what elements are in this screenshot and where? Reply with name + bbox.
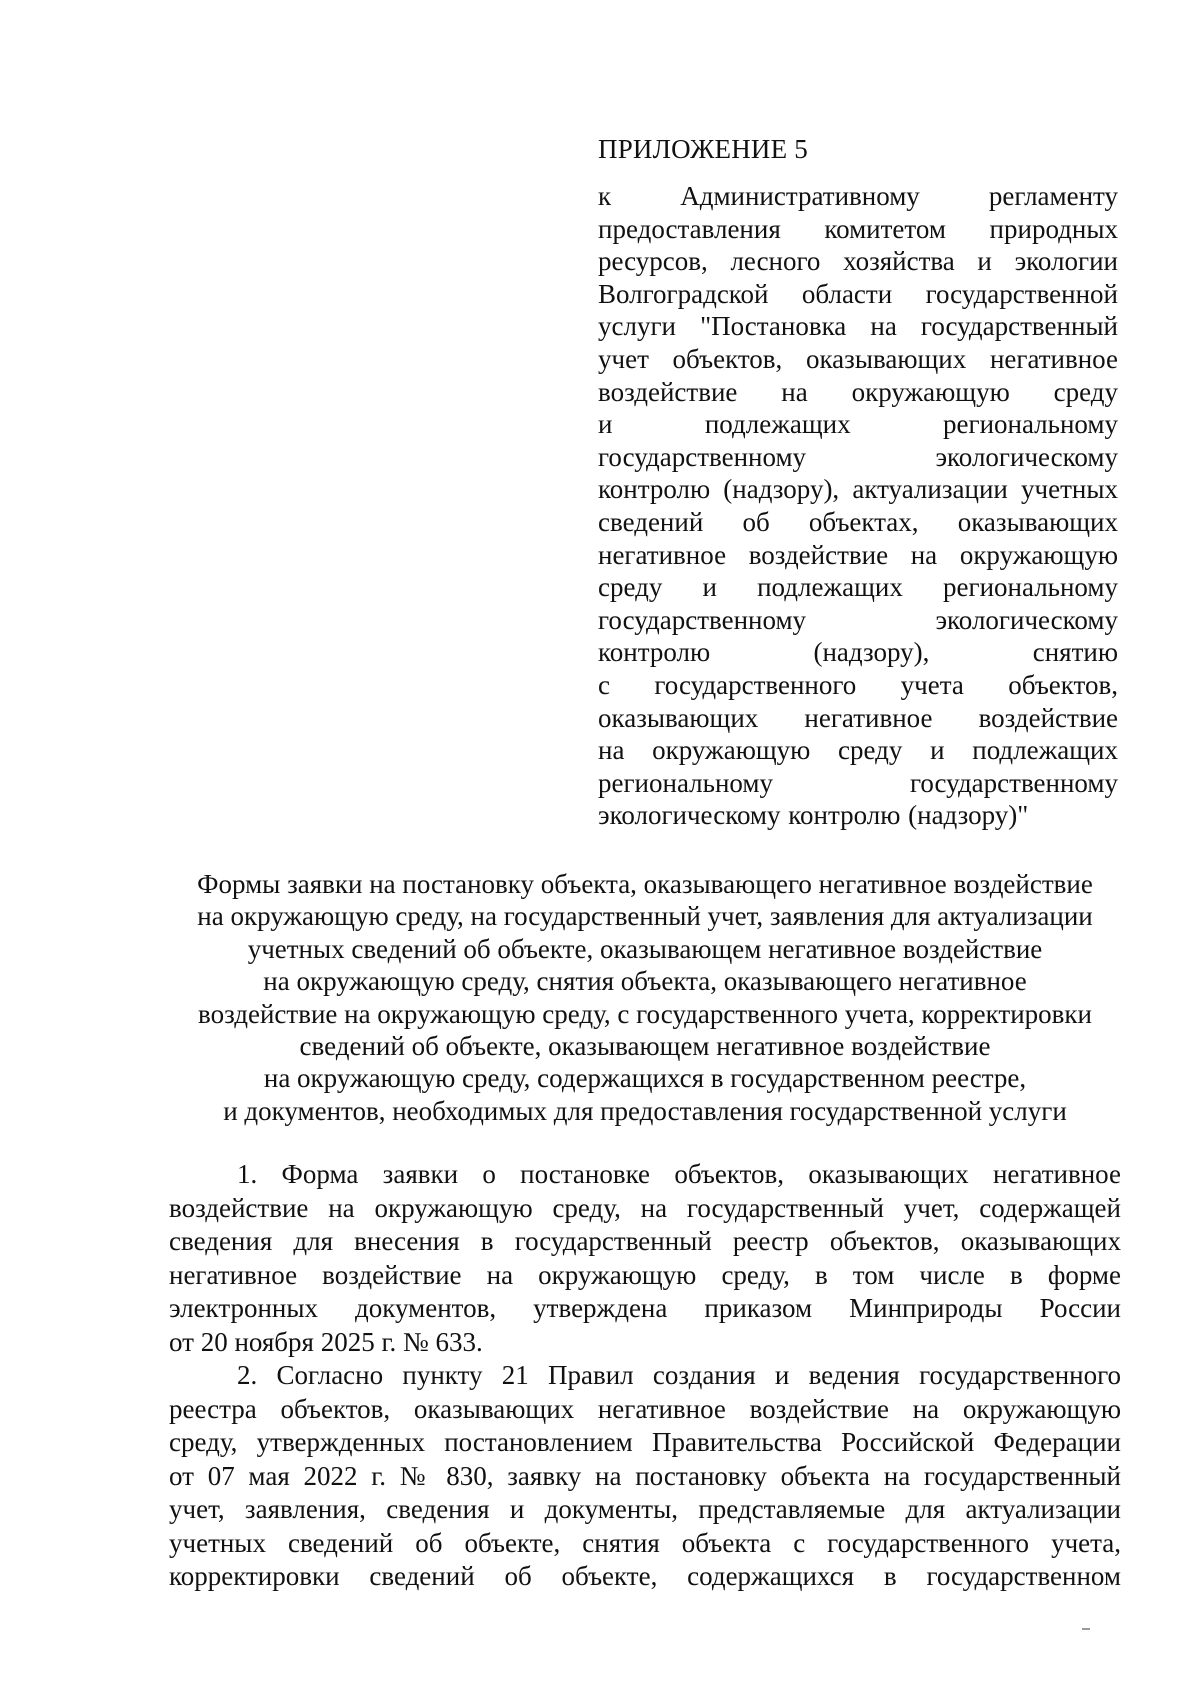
appendix-line: среду и подлежащих региональному [598, 572, 1118, 603]
scan-speck [1082, 1628, 1090, 1630]
body-line: среду, утвержденных постановлением Правительства Российской Федерации [169, 1427, 1121, 1457]
appendix-header [598, 132, 1118, 832]
body-line: от 20 ноября 2025 г. № 633. [169, 1326, 483, 1357]
title-line: воздействие на окружающую среду, с государственного учета, корректировки [198, 998, 1092, 1029]
appendix-line: предоставления комитетом природных [598, 213, 1118, 244]
appendix-title: ПРИЛОЖЕНИЕ 5 [598, 134, 808, 164]
body-line: воздействие на окружающую среду, на государственный учет, содержащей [169, 1192, 1121, 1223]
paragraph-2 [169, 1359, 1121, 1594]
document-body [169, 1158, 1121, 1594]
appendix-line: к Административному регламенту [598, 181, 1118, 211]
paragraph-1 [169, 1158, 1121, 1359]
title-line: Формы заявки на постановку объекта, оказывающего негативное воздействие [197, 869, 1093, 899]
appendix-line: на окружающую среду и подлежащих [598, 735, 1118, 766]
appendix-line: с государственного учета объектов, [598, 669, 1118, 700]
body-line: корректировки сведений об объекте, содержащихся в государственном [169, 1561, 1121, 1591]
appendix-line: и подлежащих региональному [598, 409, 1118, 440]
appendix-line: государственному экологическому [598, 604, 1118, 635]
title-line: и документов, необходимых для предоставления государственной услуги [223, 1095, 1067, 1126]
appendix-line: контролю (надзору), актуализации учетных [598, 474, 1118, 505]
body-line: 2. Согласно пункту 21 Правил создания и ведения государственного [237, 1360, 1121, 1390]
appendix-line: ресурсов, лесного хозяйства и экологии [598, 246, 1118, 277]
title-line: на окружающую среду, снятия объекта, оказывающего негативное [263, 966, 1027, 997]
appendix-line: оказывающих негативное воздействие [598, 702, 1118, 733]
appendix-line: услуги "Постановка на государственный [598, 311, 1118, 342]
body-line: негативное воздействие на окружающую среду, в том числе в форме [169, 1259, 1121, 1290]
body-line: учетных сведений об объекте, снятия объекта с государственного учета, [169, 1527, 1121, 1558]
appendix-line: воздействие на окружающую среду [598, 376, 1118, 407]
appendix-line: региональному государственному [598, 767, 1118, 798]
body-line: электронных документов, утверждена приказом Минприроды России [169, 1293, 1121, 1323]
body-line: реестра объектов, оказывающих негативное воздействие на окружающую [169, 1393, 1121, 1424]
appendix-line: негативное воздействие на окружающую [598, 539, 1118, 570]
appendix-line: государственному экологическому [598, 441, 1118, 472]
body-line: от 07 мая 2022 г. № 830, заявку на постановку объекта на государственный [169, 1460, 1121, 1491]
title-line: на окружающую среду, на государственный учет, заявления для актуализации [197, 901, 1093, 932]
appendix-line: учет объектов, оказывающих негативное [598, 343, 1118, 374]
document-title [165, 868, 1125, 1127]
body-line: сведения для внесения в государственный реестр объектов, оказывающих [169, 1226, 1121, 1256]
appendix-line: сведений об объектах, оказывающих [598, 506, 1118, 537]
title-line: сведений об объекте, оказывающем негативное воздействие [299, 1031, 991, 1062]
body-line: 1. Форма заявки о постановке объектов, оказывающих негативное [237, 1159, 1121, 1189]
body-line: учет, заявления, сведения и документы, представляемые для актуализации [169, 1494, 1121, 1524]
title-line: учетных сведений об объекте, оказывающем негативное воздействие [247, 933, 1043, 964]
title-line: на окружающую среду, содержащихся в государственном реестре, [263, 1063, 1027, 1094]
appendix-line: контролю (надзору), снятию [598, 637, 1118, 668]
appendix-line: экологическому контролю (надзору)" [598, 800, 1029, 831]
appendix-line: Волгоградской области государственной [598, 278, 1118, 309]
